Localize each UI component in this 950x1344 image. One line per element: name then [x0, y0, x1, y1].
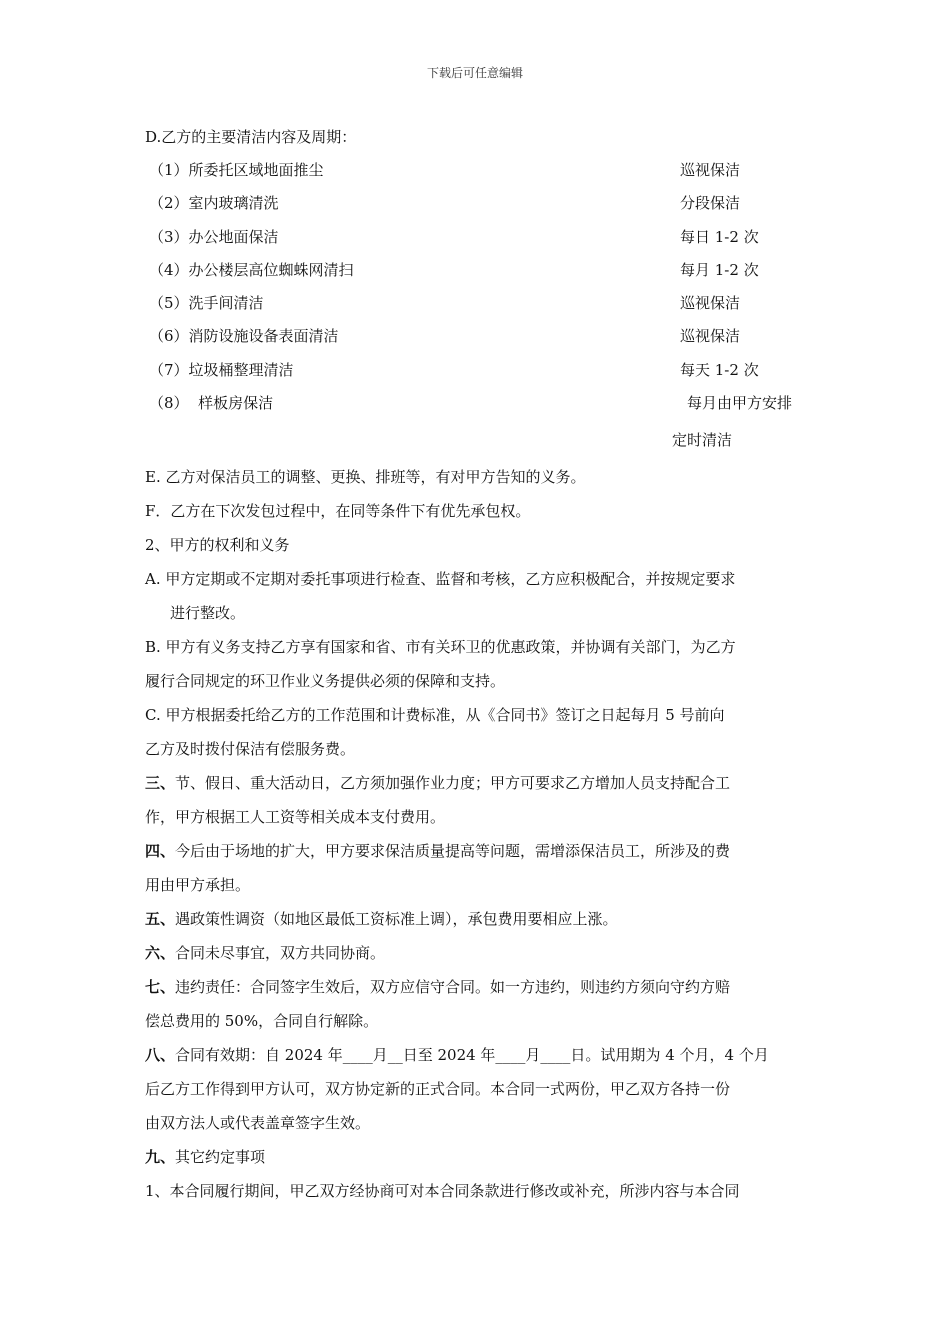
cleaning-items-list	[145, 154, 810, 387]
item-label: （1）所委托区域地面推尘	[149, 161, 324, 179]
list-item	[145, 221, 810, 254]
clause-8-line3: 由双方法人或代表盖章签字生效。	[145, 1114, 371, 1133]
para-a-line2: 进行整改。	[170, 604, 246, 623]
clause-9-1: 1、本合同履行期间，甲乙双方经协商可对本合同条款进行修改或补充，所涉内容与本合同	[145, 1182, 740, 1201]
item-label: （5）洗手间清洁	[149, 294, 264, 313]
clause-7-line2: 偿总费用的 50%，合同自行解除。	[145, 1012, 379, 1031]
item-label: （3）办公地面保洁	[149, 227, 279, 246]
clause-5-lead: 五、	[145, 910, 176, 929]
clause-4-line1: 四、今后由于场地的扩大，甲方要求保洁质量提高等问题，需增添保洁员工，所涉及的费	[145, 842, 731, 861]
contract-body	[145, 120, 810, 1208]
clause-9: 九、其它约定事项	[145, 1148, 266, 1167]
list-item	[145, 320, 810, 353]
para-c-line1: C. 甲方根据委托给乙方的工作范围和计费标准，从《合同书》签订之日起每月 5 号前向	[145, 706, 725, 725]
clause-6: 六、合同未尽事宜，双方共同协商。	[145, 944, 386, 963]
clause-4-lead: 四、	[145, 842, 176, 861]
clause-7-lead: 七、	[145, 978, 176, 997]
clause-7-line1: 七、违约责任：合同签字生效后，双方应信守合同。如一方违约，则违约方须向守约方赔	[145, 978, 731, 997]
item-cycle: 每月 1-2 次	[680, 260, 759, 279]
item-cycle-continued: 定时清洁	[672, 431, 733, 450]
list-item	[145, 154, 810, 187]
page-header: 下载后可任意编辑	[426, 66, 523, 80]
section-d-title: D.乙方的主要清洁内容及周期：	[145, 128, 357, 146]
list-item	[145, 287, 810, 320]
para-f: F．乙方在下次发包过程中，在同等条件下有优先承包权。	[145, 502, 531, 521]
item-label: （4）办公楼层高位蜘蛛网清扫	[149, 260, 354, 279]
list-item	[145, 354, 810, 387]
section-2-title: 2、甲方的权利和义务	[145, 536, 290, 555]
item-cycle: 每天 1-2 次	[680, 360, 759, 379]
clause-8-lead: 八、	[145, 1046, 176, 1065]
item-cycle: 分段保洁	[680, 194, 741, 213]
clause-9-lead: 九、	[145, 1148, 176, 1167]
clause-3-line2: 作，甲方根据工人工资等相关成本支付费用。	[145, 808, 446, 827]
item-cycle: 巡视保洁	[680, 327, 741, 346]
clause-6-lead: 六、	[145, 944, 176, 963]
clause-8-line1: 八、合同有效期：自 2024 年____月__日至 2024 年____月____日。试用期为 4 个月，4 个月	[145, 1046, 769, 1065]
clause-8-line2: 后乙方工作得到甲方认可，双方协定新的正式合同。本合同一式两份，甲乙双方各持一份	[145, 1080, 731, 1099]
clause-4-line2: 用由甲方承担。	[145, 876, 251, 895]
para-b-line1: B. 甲方有义务支持乙方享有国家和省、市有关环卫的优惠政策，并协调有关部门，为乙方	[145, 638, 736, 657]
item-cycle: 巡视保洁	[680, 161, 741, 179]
item-label: （8） 样板房保洁	[149, 394, 274, 413]
item-cycle: 巡视保洁	[680, 294, 741, 313]
para-e: E. 乙方对保洁员工的调整、更换、排班等，有对甲方告知的义务。	[145, 468, 586, 487]
item-label: （7）垃圾桶整理清洁	[149, 360, 294, 379]
clause-5: 五、遇政策性调资（如地区最低工资标准上调），承包费用要相应上涨。	[145, 910, 618, 929]
clause-3-line1: 三、节、假日、重大活动日，乙方须加强作业力度；甲方可要求乙方增加人员支持配合工	[145, 774, 731, 793]
item-cycle: 每月由甲方安排	[687, 394, 793, 413]
item-cycle: 每日 1-2 次	[680, 227, 759, 246]
item-label: （6）消防设施设备表面清洁	[149, 327, 339, 346]
list-item	[145, 254, 810, 287]
list-item	[145, 387, 810, 420]
list-item	[145, 187, 810, 220]
item-label: （2）室内玻璃清洗	[149, 194, 279, 213]
para-c-line2: 乙方及时拨付保洁有偿服务费。	[145, 740, 356, 759]
clause-3-lead: 三、	[145, 774, 176, 793]
para-a-line1: A. 甲方定期或不定期对委托事项进行检查、监督和考核，乙方应积极配合，并按规定要求	[145, 570, 736, 589]
para-b-line2: 履行合同规定的环卫作业义务提供必须的保障和支持。	[145, 672, 506, 691]
